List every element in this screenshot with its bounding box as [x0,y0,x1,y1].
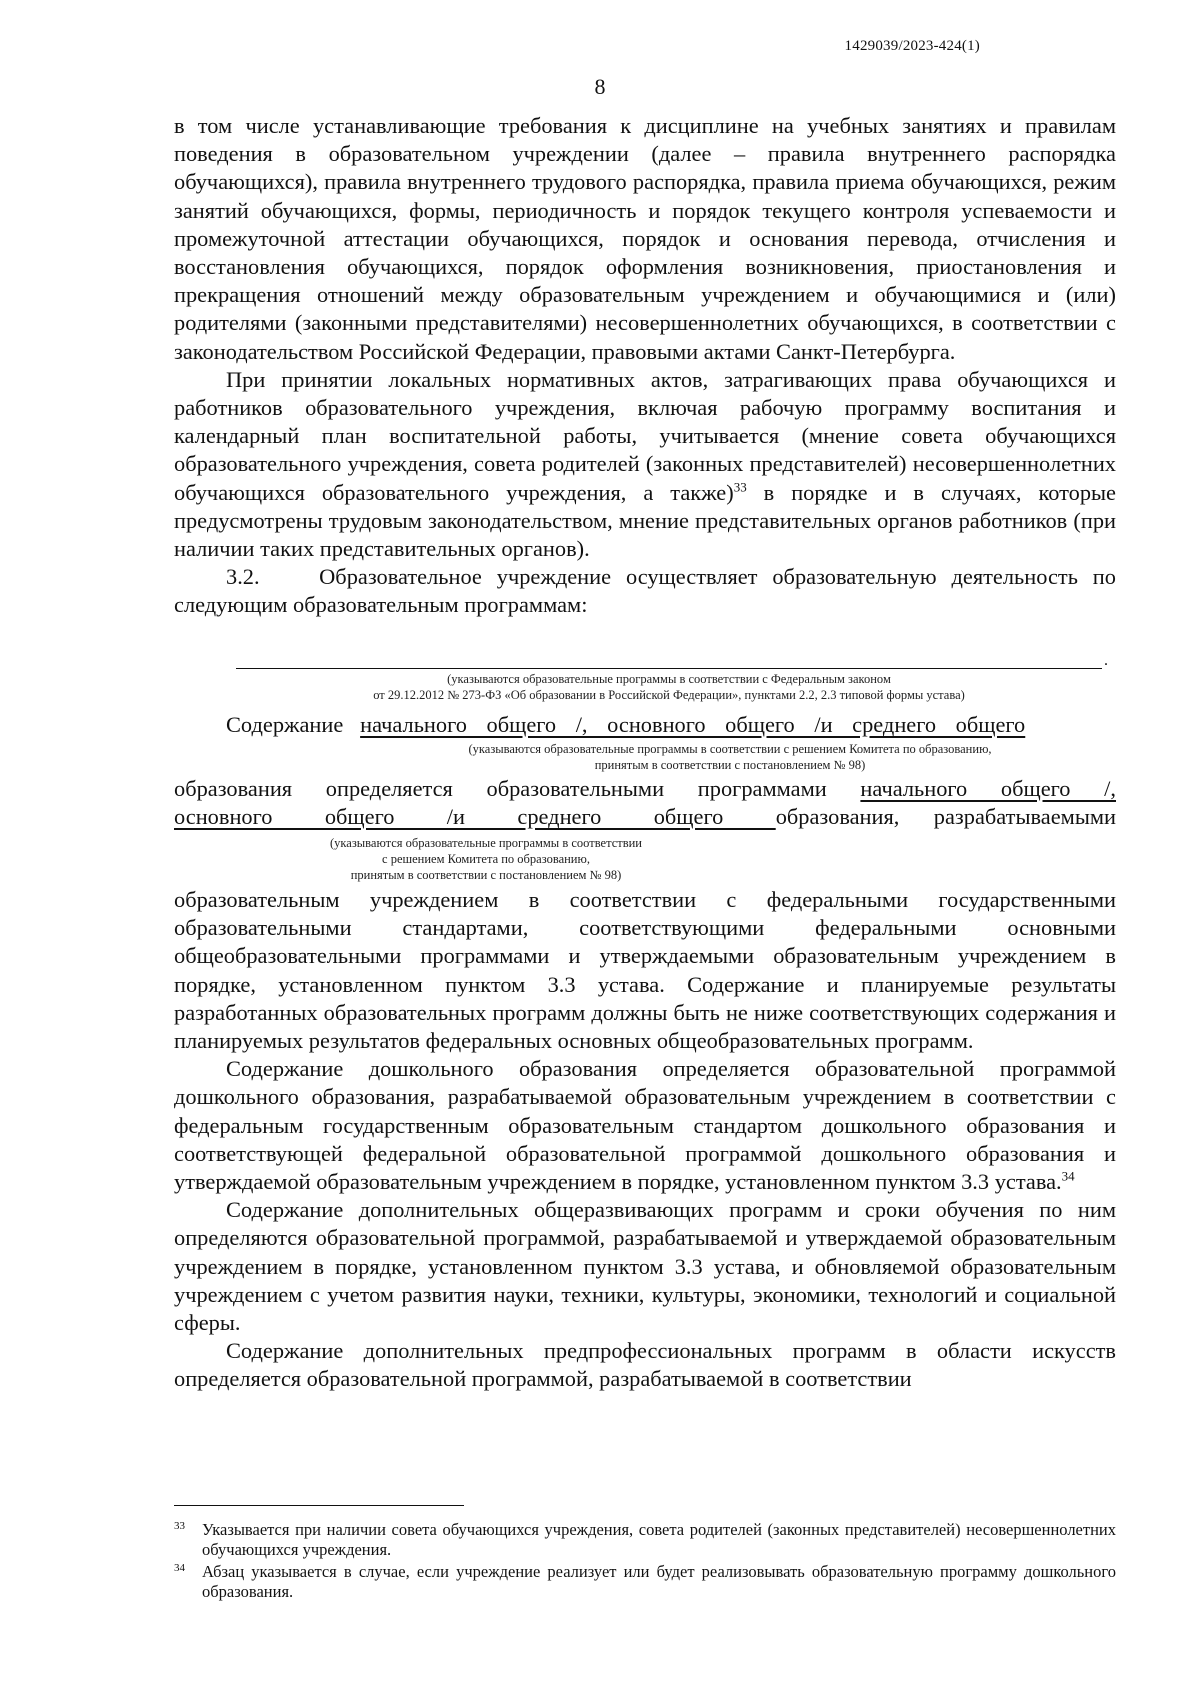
footnote-ref-34: 34 [1061,1168,1075,1184]
footnote-separator [174,1505,464,1506]
content-programs-line [174,711,1116,739]
blank-fill-line [236,668,1102,669]
page-number: 8 [594,74,606,99]
programs-list-underlined: начального общего /, основного общего /и среднего общего [360,712,1026,737]
education-developed-line [174,803,1116,831]
footnote-text: Указывается при наличии совета обучающихся учреждения, совета родителей (законных представителей) несовершеннолетних обучающихся учреждения. [202,1520,1116,1559]
main-text-continued [174,886,1116,1394]
paragraph-additional-programs: Содержание дополнительных общеразвивающих программ и сроки обучения по ним определяются образовательной программой, разрабатываемой и утверждаемой образовательным учреждением в порядке, установленном пунктом 3.3 устава, и обновляемой образовательным учреждением с учетом развития науки, техники, культуры, экономики, технологий и социальной сферы. [174,1197,1116,1336]
paragraph-standards: образовательным учреждением в соответствии с федеральными государственными образовательными стандартами, соответствующими федеральными основными общеобразовательными программами и утверждаемыми образовательным учреждением в порядке, установленном пунктом 3.3 устава. Содержание и планируемые результаты разработанных образовательных программ должны быть не ниже соответствующих содержания и планируемых результатов федеральных основных общеобразовательных программ. [174,887,1116,1054]
note-line: (указываются образовательные программы в соответствии с решением Комитета по образованию, [468,742,992,756]
education-developed-text: образования, разрабатываемыми [775,804,1117,829]
main-text [174,112,1122,620]
note-line: с решением Комитета по образованию, [382,852,590,866]
paragraph-arts-programs: Содержание дополнительных предпрофессиональных программ в области искусств определяется образовательной программой, разрабатываемой в соответствии [174,1338,1116,1392]
note-line: принятым в соответствии с постановлением № 98) [350,868,622,882]
note-line: (указываются образовательные программы в соответствии с Федеральным законом [447,672,891,686]
blank-fill-line-end: . [1104,652,1108,669]
paragraph-opinion [174,366,1116,563]
paragraph-local-acts: в том числе устанавливающие требования к дисциплине на учебных занятиях и правилам поведения в образовательном учреждении (далее – правила внутреннего распорядка обучающихся), правила внутреннего трудового распорядка, правила приема обучающихся, режим занятий обучающихся, формы, периодичность и порядок текущего контроля успеваемости и промежуточной аттестации обучающихся, порядок и основания перевода, отчисления и восстановления обучающихся, порядок оформления возникновения, приостановления и прекращения отношений между образовательным учреждением и обучающимися и (или) родителями (законными представителями) несовершеннолетних обучающихся, в соответствии с законодательством Российской Федерации, правовыми актами Санкт-Петербурга. [174,113,1116,364]
education-defined-line [174,775,1116,803]
footnote-33 [174,1520,1116,1560]
paragraph-preschool [174,1055,1116,1196]
content-word: Содержание [226,712,344,737]
paragraph-3-2: 3.2. Образовательное учреждение осуществляет образовательную деятельность по следующим образовательным программам: [174,564,1122,618]
programs-underlined-b: основного общего /и среднего общего [174,804,776,829]
programs-underlined-a: начального общего /, [860,776,1116,801]
paragraph-preschool-text: Содержание дошкольного образования определяется образовательной программой дошкольного образования, разрабатываемой образовательным учреждением в соответствии с федеральным государственным образовательным стандартом дошкольного образования и соответствующей федеральной образовательной программой дошкольного образования и утверждаемой образовательным учреждением в порядке, установленном пунктом 3.3 устава. [174,1056,1116,1195]
note-programs-federal-law [236,671,1102,703]
note-line: (указываются образовательные программы в соответствии [330,836,642,850]
note-line: от 29.12.2012 № 273-ФЗ «Об образовании в Российской Федерации», пунктами 2.2, 2.3 типовой формы устава) [373,688,965,702]
education-defined-text: образования определяется образовательными программами [174,776,827,801]
paragraph-opinion-text-a: При принятии локальных нормативных актов, затрагивающих права обучающихся и работников образовательного учреждения, включая рабочую программу воспитания и календарный план воспитательной работы, учитывается (мнение совета обучающихся образовательного учреждения, совета родителей (законных представителей) несовершеннолетних обучающихся образовательного учреждения, а также) [174,366,1116,505]
footnote-text: Абзац указывается в случае, если учреждение реализует или будет реализовывать образовательную программу дошкольного образования. [202,1562,1116,1601]
paragraph-opinion-text-b: в порядке и в случаях, которые предусмотрены трудовым законодательством, мнение представительных органов работников (при наличии таких представительных органов). [174,479,1116,562]
footnote-mark: 33 [174,1520,185,1532]
document-number: 1429039/2023-424(1) [844,38,980,54]
footnote-ref-33: 33 [733,479,747,495]
footnote-34 [174,1562,1116,1602]
note-line: принятым в соответствии с постановлением № 98) [594,758,866,772]
note-programs-committee [360,741,1100,773]
note-programs-committee-2 [266,835,706,883]
footnote-mark: 34 [174,1562,185,1574]
